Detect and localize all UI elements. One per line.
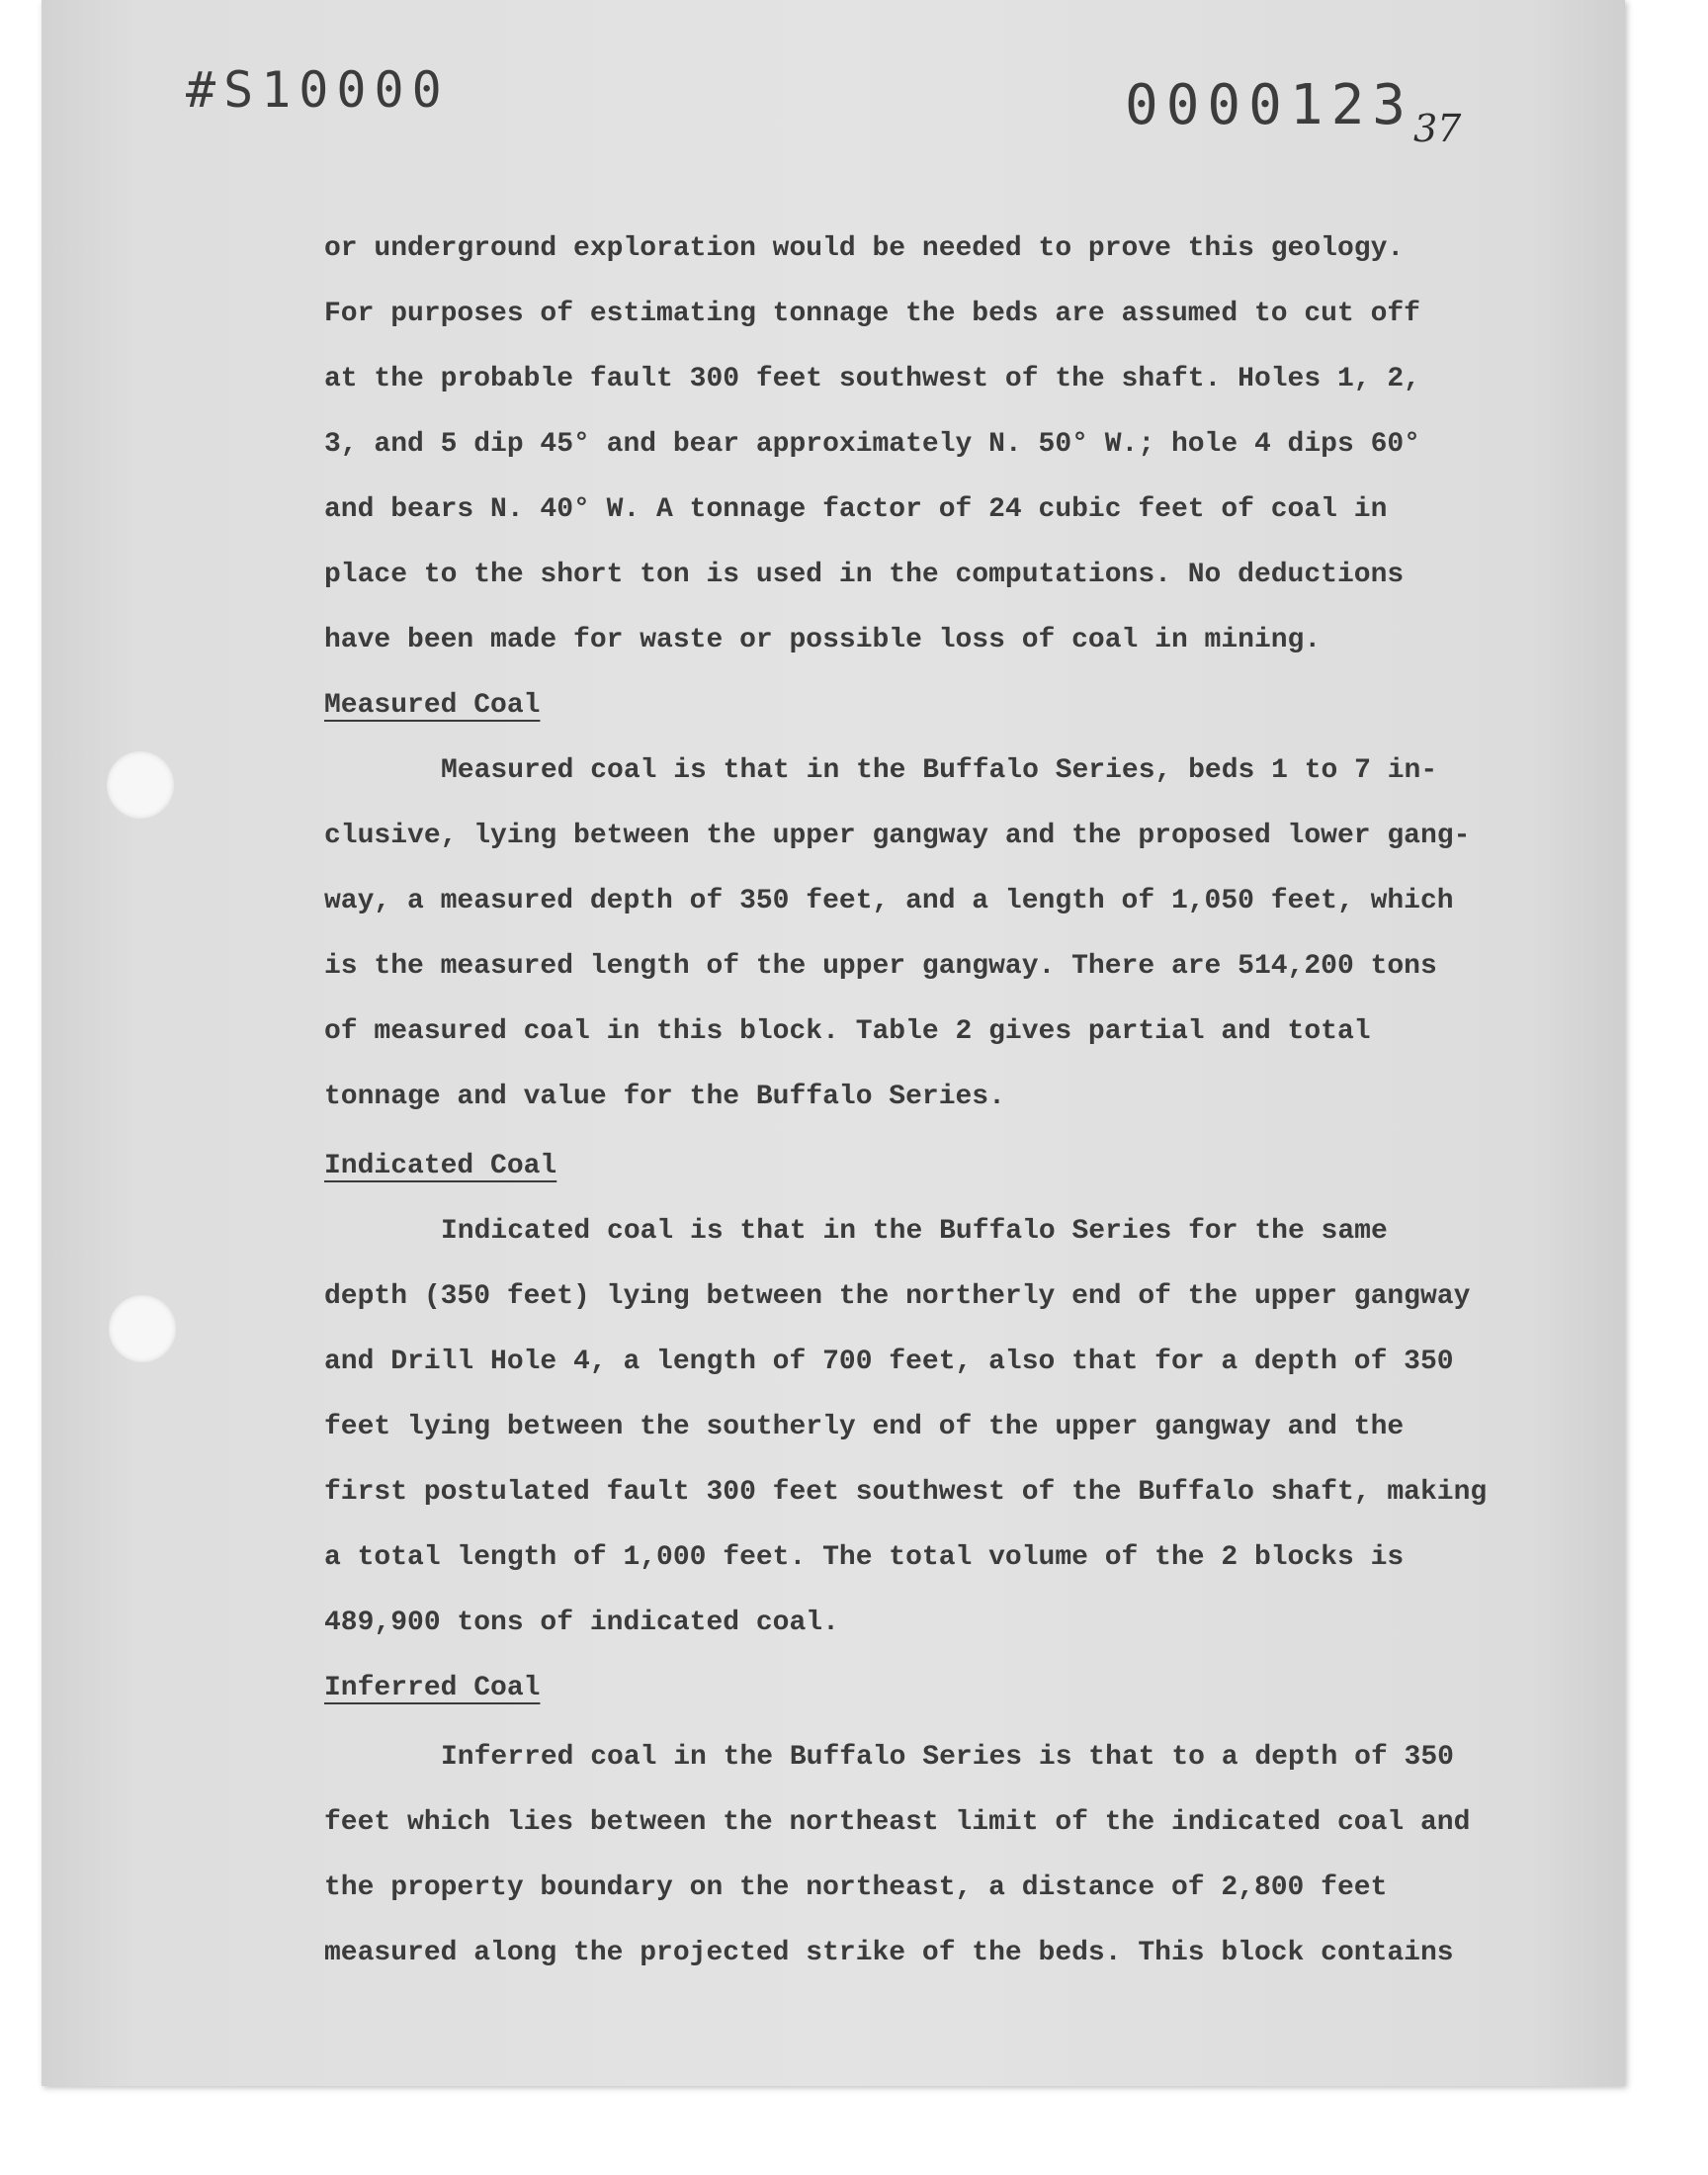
- document-stamp-right: 0000123: [1125, 73, 1414, 137]
- text-line: Inferred coal in the Buffalo Series is that to a depth of 350: [441, 1742, 1454, 1773]
- text-line: first postulated fault 300 feet southwest of the Buffalo shaft, making: [324, 1477, 1488, 1508]
- text-line: measured along the projected strike of the beds. This block contains: [324, 1938, 1454, 1968]
- text-line: clusive, lying between the upper gangway and the proposed lower gang-: [324, 821, 1471, 851]
- text-line: and Drill Hole 4, a length of 700 feet, also that for a depth of 350: [324, 1347, 1454, 1377]
- text-line: For purposes of estimating tonnage the beds are assumed to cut off: [324, 299, 1420, 329]
- text-line: Indicated coal is that in the Buffalo Series for the same: [441, 1216, 1388, 1247]
- text-line: place to the short ton is used in the computations. No deductions: [324, 560, 1405, 590]
- text-line: way, a measured depth of 350 feet, and a length of 1,050 feet, which: [324, 886, 1454, 916]
- punch-hole: [107, 751, 174, 819]
- text-line: tonnage and value for the Buffalo Series.: [324, 1082, 1005, 1112]
- text-line: or underground exploration would be needed to prove this geology.: [324, 233, 1405, 264]
- text-line: of measured coal in this block. Table 2 gives partial and total: [324, 1016, 1371, 1047]
- text-line: have been made for waste or possible loss of coal in mining.: [324, 625, 1322, 655]
- text-line: the property boundary on the northeast, a distance of 2,800 feet: [324, 1872, 1388, 1903]
- section-heading-measured-coal: Measured Coal: [324, 690, 541, 721]
- text-line: depth (350 feet) lying between the northerly end of the upper gangway: [324, 1281, 1471, 1312]
- text-line: feet lying between the southerly end of the upper gangway and the: [324, 1412, 1405, 1442]
- text-line: at the probable fault 300 feet southwest of the shaft. Holes 1, 2,: [324, 364, 1420, 394]
- text-line: is the measured length of the upper gangway. There are 514,200 tons: [324, 951, 1437, 982]
- section-heading-inferred-coal: Inferred Coal: [324, 1673, 541, 1703]
- text-line: Measured coal is that in the Buffalo Series, beds 1 to 7 in-: [441, 755, 1438, 786]
- punch-hole: [109, 1295, 176, 1362]
- text-line: 3, and 5 dip 45° and bear approximately N. 50° W.; hole 4 dips 60°: [324, 429, 1420, 460]
- document-stamp-left: #S10000: [186, 61, 450, 119]
- text-line: feet which lies between the northeast limit of the indicated coal and: [324, 1807, 1471, 1838]
- page-number: 37: [1413, 107, 1462, 150]
- text-line: a total length of 1,000 feet. The total volume of the 2 blocks is: [324, 1542, 1405, 1573]
- text-line: and bears N. 40° W. A tonnage factor of 24 cubic feet of coal in: [324, 494, 1388, 525]
- text-line: 489,900 tons of indicated coal.: [324, 1608, 839, 1638]
- section-heading-indicated-coal: Indicated Coal: [324, 1151, 557, 1181]
